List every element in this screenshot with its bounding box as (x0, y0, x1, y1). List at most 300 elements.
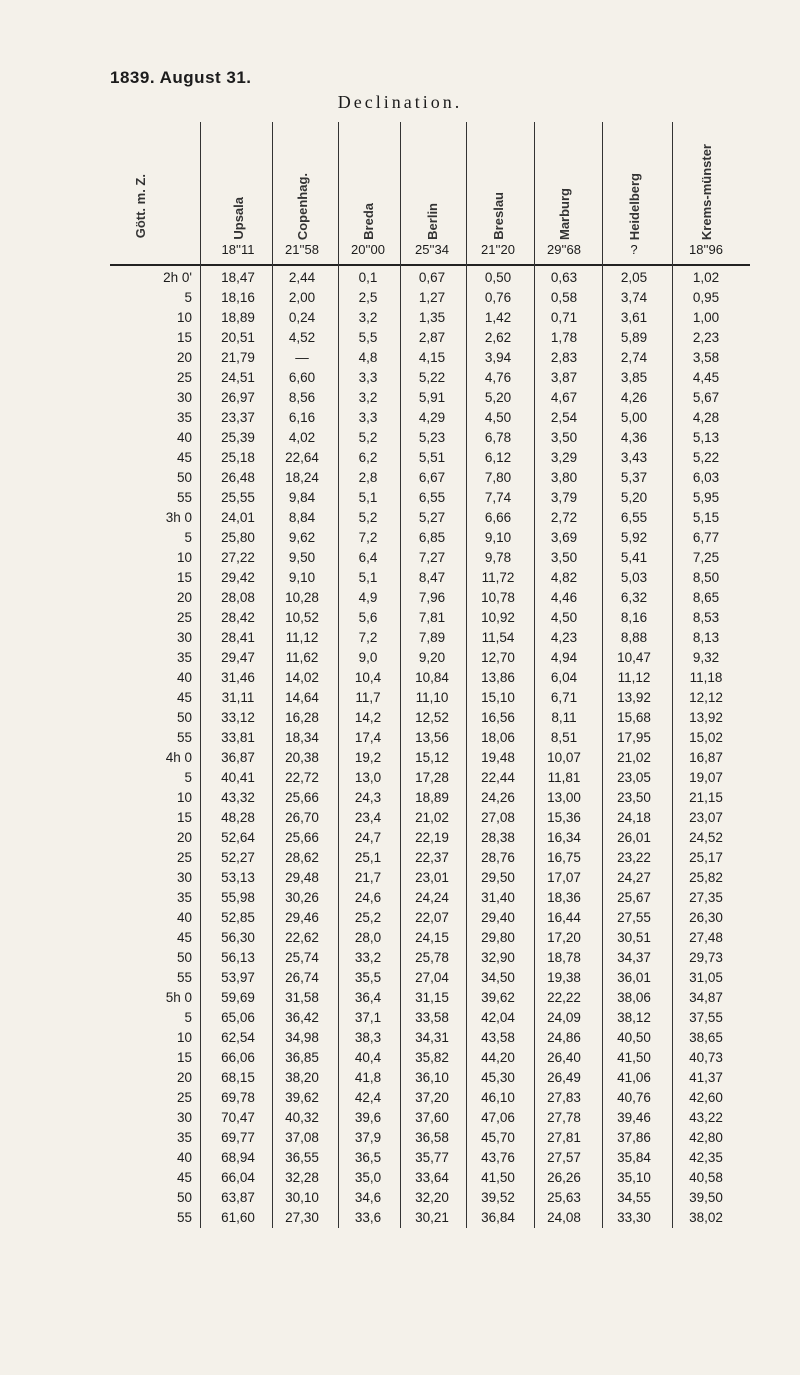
value-cell: 13,92 (617, 690, 651, 705)
column-header-label: Gött. m. Z. (132, 173, 148, 238)
value-cell: 41,06 (617, 1070, 651, 1085)
value-cell: 33,64 (415, 1170, 449, 1185)
value-cell: 5,13 (692, 430, 720, 445)
value-cell: 4,15 (418, 350, 446, 365)
value-cell: 25,39 (221, 430, 255, 445)
column-header-label: Berlin (424, 203, 440, 240)
value-cell: 41,50 (617, 1050, 651, 1065)
time-cell: 40 (176, 670, 192, 685)
value-cell: 26,70 (285, 810, 319, 825)
value-cell: 0,76 (484, 290, 512, 305)
value-cell: 4,02 (288, 430, 316, 445)
value-cell: 42,4 (354, 1090, 382, 1105)
value-cell: 31,05 (689, 970, 723, 985)
value-cell: 1,42 (484, 310, 512, 325)
column-header (110, 118, 170, 238)
value-cell: 2,87 (418, 330, 446, 345)
value-cell: 3,74 (620, 290, 648, 305)
value-cell: 1,35 (418, 310, 446, 325)
value-cell: 69,78 (221, 1090, 255, 1105)
header-rule (110, 264, 750, 266)
value-cell: 22,22 (547, 990, 581, 1005)
value-cell: 37,86 (617, 1130, 651, 1145)
value-cell: 40,32 (285, 1110, 319, 1125)
table-row (0, 888, 800, 908)
value-cell: 4,28 (692, 410, 720, 425)
table-row (0, 668, 800, 688)
table-row (0, 288, 800, 308)
value-cell: 0,58 (550, 290, 578, 305)
table-row (0, 1188, 800, 1208)
value-cell: 3,2 (358, 390, 378, 405)
value-cell: 4,46 (550, 590, 578, 605)
table-row (0, 1128, 800, 1148)
value-cell: 42,04 (481, 1010, 515, 1025)
value-cell: 28,0 (354, 930, 382, 945)
value-cell: 29,50 (481, 870, 515, 885)
value-cell: 4,9 (358, 590, 378, 605)
column-header-label: Krems-münster (698, 143, 714, 240)
value-cell: 6,71 (550, 690, 578, 705)
time-cell: 3h 0 (165, 510, 192, 525)
value-cell: 40,4 (354, 1050, 382, 1065)
value-cell: 5,5 (358, 330, 378, 345)
value-cell: 10,84 (415, 670, 449, 685)
value-cell: 24,86 (547, 1030, 581, 1045)
value-cell: 36,42 (285, 1010, 319, 1025)
value-cell: 39,62 (481, 990, 515, 1005)
value-cell: 38,02 (689, 1210, 723, 1225)
value-cell: 11,62 (285, 650, 319, 665)
table-row (0, 608, 800, 628)
value-cell: 4,76 (484, 370, 512, 385)
value-cell: 39,6 (354, 1110, 382, 1125)
value-cell: 40,76 (617, 1090, 651, 1105)
time-cell: 10 (176, 310, 192, 325)
value-cell: 34,6 (354, 1190, 382, 1205)
value-cell: 39,46 (617, 1110, 651, 1125)
value-cell: 25,63 (547, 1190, 581, 1205)
value-cell: 37,9 (354, 1130, 382, 1145)
value-cell: 37,20 (415, 1090, 449, 1105)
value-cell: 6,4 (358, 550, 378, 565)
value-cell: 29,73 (689, 950, 723, 965)
value-cell: 9,84 (288, 490, 316, 505)
value-cell: 7,80 (484, 470, 512, 485)
value-cell: 65,06 (221, 1010, 255, 1025)
time-cell: 25 (176, 1090, 192, 1105)
value-cell: 36,58 (415, 1130, 449, 1145)
value-cell: 10,78 (481, 590, 515, 605)
value-cell: 22,37 (415, 850, 449, 865)
value-cell: 2,74 (620, 350, 648, 365)
value-cell: 25,66 (285, 790, 319, 805)
column-header (599, 120, 669, 240)
value-cell: 52,64 (221, 830, 255, 845)
value-cell: 8,51 (550, 730, 578, 745)
value-cell: 3,85 (620, 370, 648, 385)
value-cell: 22,44 (481, 770, 515, 785)
table-row (0, 548, 800, 568)
value-cell: 23,05 (617, 770, 651, 785)
value-cell: 52,27 (221, 850, 255, 865)
value-cell: 4,23 (550, 630, 578, 645)
value-cell: 6,12 (484, 450, 512, 465)
value-cell: 5,20 (620, 490, 648, 505)
value-cell: 27,78 (547, 1110, 581, 1125)
value-cell: 38,65 (689, 1030, 723, 1045)
value-cell: 5,41 (620, 550, 648, 565)
value-cell: 10,92 (481, 610, 515, 625)
value-cell: 24,08 (547, 1210, 581, 1225)
value-cell: 36,55 (285, 1150, 319, 1165)
value-cell: 27,04 (415, 970, 449, 985)
table-row (0, 848, 800, 868)
value-cell: 23,50 (617, 790, 651, 805)
value-cell: 36,87 (221, 750, 255, 765)
value-cell: 8,65 (692, 590, 720, 605)
value-cell: 3,69 (550, 530, 578, 545)
value-cell: 22,64 (285, 450, 319, 465)
value-cell: 27,81 (547, 1130, 581, 1145)
value-cell: 7,2 (358, 630, 378, 645)
table-row (0, 528, 800, 548)
value-cell: 17,95 (617, 730, 651, 745)
time-cell: 15 (176, 810, 192, 825)
value-cell: 16,34 (547, 830, 581, 845)
value-cell: 5,22 (692, 450, 720, 465)
table-row (0, 348, 800, 368)
value-cell: 25,18 (221, 450, 255, 465)
value-cell: 21,79 (221, 350, 255, 365)
value-cell: 8,50 (692, 570, 720, 585)
value-cell: 35,77 (415, 1150, 449, 1165)
table-row (0, 448, 800, 468)
value-cell: 17,07 (547, 870, 581, 885)
value-cell: 5,23 (418, 430, 446, 445)
table-row (0, 508, 800, 528)
value-cell: 28,41 (221, 630, 255, 645)
value-cell: 27,55 (617, 910, 651, 925)
table-row (0, 468, 800, 488)
value-cell: 6,78 (484, 430, 512, 445)
value-cell: 27,35 (689, 890, 723, 905)
value-cell: 68,94 (221, 1150, 255, 1165)
time-cell: 40 (176, 430, 192, 445)
value-cell: 42,35 (689, 1150, 723, 1165)
table-row (0, 1048, 800, 1068)
value-cell: 0,1 (358, 270, 378, 285)
table-row (0, 768, 800, 788)
value-cell: 11,72 (481, 570, 515, 585)
table-row (0, 868, 800, 888)
value-cell: 18,89 (221, 310, 255, 325)
value-cell: 34,98 (285, 1030, 319, 1045)
value-cell: 30,51 (617, 930, 651, 945)
time-cell: 45 (176, 690, 192, 705)
time-cell: 10 (176, 790, 192, 805)
value-cell: 18,78 (547, 950, 581, 965)
time-cell: 55 (176, 1210, 192, 1225)
value-cell: 5,92 (620, 530, 648, 545)
time-cell: 25 (176, 850, 192, 865)
value-cell: 29,48 (285, 870, 319, 885)
value-cell: 0,95 (692, 290, 720, 305)
value-cell: 29,47 (221, 650, 255, 665)
table-row (0, 928, 800, 948)
value-cell: 6,55 (418, 490, 446, 505)
value-cell: 21,02 (415, 810, 449, 825)
value-cell: 24,51 (221, 370, 255, 385)
value-cell: 13,00 (547, 790, 581, 805)
table-row (0, 388, 800, 408)
value-cell: 9,50 (288, 550, 316, 565)
value-cell: 32,28 (285, 1170, 319, 1185)
value-cell: 34,37 (617, 950, 651, 965)
value-cell: 12,70 (481, 650, 515, 665)
value-cell: 32,90 (481, 950, 515, 965)
value-cell: 2,83 (550, 350, 578, 365)
value-cell: 2,23 (692, 330, 720, 345)
value-cell: 8,84 (288, 510, 316, 525)
value-cell: 28,42 (221, 610, 255, 625)
column-header (533, 120, 595, 240)
value-cell: 4,36 (620, 430, 648, 445)
value-cell: 10,52 (285, 610, 319, 625)
time-cell: 55 (176, 970, 192, 985)
value-cell: 5,67 (692, 390, 720, 405)
value-cell: 33,30 (617, 1210, 651, 1225)
time-cell: 50 (176, 1190, 192, 1205)
value-cell: 17,28 (415, 770, 449, 785)
time-cell: 50 (176, 710, 192, 725)
value-cell: 56,30 (221, 930, 255, 945)
time-cell: 5 (184, 290, 192, 305)
value-cell: 11,10 (415, 690, 449, 705)
time-cell: 20 (176, 1070, 192, 1085)
time-cell: 35 (176, 410, 192, 425)
value-cell: 24,15 (415, 930, 449, 945)
value-cell: 66,06 (221, 1050, 255, 1065)
table-row (0, 488, 800, 508)
value-cell: 25,17 (689, 850, 723, 865)
value-cell: 33,12 (221, 710, 255, 725)
value-cell: 34,31 (415, 1030, 449, 1045)
table-row (0, 1068, 800, 1088)
value-cell: 56,13 (221, 950, 255, 965)
column-header-label: Copenhag. (294, 172, 310, 240)
value-cell: 11,18 (689, 670, 723, 685)
column-subheader: ? (630, 242, 638, 257)
column-header-label: Breda (360, 203, 376, 240)
value-cell: 25,82 (689, 870, 723, 885)
value-cell: 36,85 (285, 1050, 319, 1065)
value-cell: 38,20 (285, 1070, 319, 1085)
value-cell: 66,04 (221, 1170, 255, 1185)
value-cell: 62,54 (221, 1030, 255, 1045)
table-row (0, 708, 800, 728)
value-cell: 12,12 (689, 690, 723, 705)
value-cell: 47,06 (481, 1110, 515, 1125)
value-cell: 6,32 (620, 590, 648, 605)
value-cell: 21,7 (354, 870, 382, 885)
value-cell: 59,69 (221, 990, 255, 1005)
time-cell: 45 (176, 1170, 192, 1185)
value-cell: 24,3 (354, 790, 382, 805)
value-cell: 23,22 (617, 850, 651, 865)
value-cell: 26,01 (617, 830, 651, 845)
value-cell: 5,2 (358, 430, 378, 445)
value-cell: 55,98 (221, 890, 255, 905)
value-cell: 9,20 (418, 650, 446, 665)
value-cell: 9,0 (358, 650, 378, 665)
value-cell: 5,2 (358, 510, 378, 525)
value-cell: 25,66 (285, 830, 319, 845)
column-subheader: 18''11 (221, 242, 255, 257)
value-cell: 16,87 (689, 750, 723, 765)
table-title: Declination. (337, 92, 463, 112)
value-cell: 31,46 (221, 670, 255, 685)
value-cell: 5,22 (418, 370, 446, 385)
table-row (0, 328, 800, 348)
value-cell: 18,47 (221, 270, 255, 285)
value-cell: 2,54 (550, 410, 578, 425)
value-cell: 4,52 (288, 330, 316, 345)
value-cell: 37,55 (689, 1010, 723, 1025)
value-cell: 13,92 (689, 710, 723, 725)
value-cell: 15,12 (415, 750, 449, 765)
value-cell: 1,27 (418, 290, 446, 305)
value-cell: 5,1 (358, 570, 378, 585)
table-row (0, 1088, 800, 1108)
table-row (0, 268, 800, 288)
value-cell: 19,38 (547, 970, 581, 985)
value-cell: 45,30 (481, 1070, 515, 1085)
time-cell: 45 (176, 930, 192, 945)
time-cell: 35 (176, 650, 192, 665)
value-cell: 30,26 (285, 890, 319, 905)
value-cell: 31,15 (415, 990, 449, 1005)
value-cell: 2,5 (358, 290, 378, 305)
column-header-label: Upsala (230, 197, 246, 240)
value-cell: 3,87 (550, 370, 578, 385)
table-row (0, 1208, 800, 1228)
value-cell: 27,30 (285, 1210, 319, 1225)
value-cell: 26,48 (221, 470, 255, 485)
value-cell: 53,13 (221, 870, 255, 885)
table-row (0, 408, 800, 428)
value-cell: 23,01 (415, 870, 449, 885)
value-cell: 36,01 (617, 970, 651, 985)
value-cell: 24,18 (617, 810, 651, 825)
value-cell: 5,6 (358, 610, 378, 625)
table-row (0, 748, 800, 768)
time-cell: 35 (176, 890, 192, 905)
value-cell: 3,3 (358, 370, 378, 385)
value-cell: 24,09 (547, 1010, 581, 1025)
value-cell: 4,26 (620, 390, 648, 405)
value-cell: 8,56 (288, 390, 316, 405)
value-cell: 0,50 (484, 270, 512, 285)
table-row (0, 1008, 800, 1028)
value-cell: 3,94 (484, 350, 512, 365)
table-row (0, 1108, 800, 1128)
value-cell: 32,20 (415, 1190, 449, 1205)
value-cell: 4,50 (550, 610, 578, 625)
column-subheader (110, 242, 170, 264)
value-cell: 19,07 (689, 770, 723, 785)
time-cell: 30 (176, 630, 192, 645)
value-cell: 25,78 (415, 950, 449, 965)
value-cell: 16,44 (547, 910, 581, 925)
value-cell: 4,8 (358, 350, 378, 365)
column-subheader: 25''34 (415, 242, 449, 257)
time-cell: 25 (176, 370, 192, 385)
table-row (0, 728, 800, 748)
value-cell: 33,6 (354, 1210, 382, 1225)
value-cell: 5,20 (484, 390, 512, 405)
value-cell: 43,22 (689, 1110, 723, 1125)
table-row (0, 688, 800, 708)
value-cell: 15,10 (481, 690, 515, 705)
time-cell: 20 (176, 830, 192, 845)
value-cell: 25,67 (617, 890, 651, 905)
value-cell: 37,60 (415, 1110, 449, 1125)
value-cell: 9,62 (288, 530, 316, 545)
value-cell: 69,77 (221, 1130, 255, 1145)
time-cell: 15 (176, 570, 192, 585)
column-header-label: Heidelberg (626, 172, 642, 240)
value-cell: 6,55 (620, 510, 648, 525)
value-cell: 29,42 (221, 570, 255, 585)
value-cell: 43,76 (481, 1150, 515, 1165)
table-row (0, 568, 800, 588)
value-cell: 27,08 (481, 810, 515, 825)
value-cell: 5,95 (692, 490, 720, 505)
column-header-label: Marburg (556, 188, 572, 240)
value-cell: 4,82 (550, 570, 578, 585)
value-cell: 1,78 (550, 330, 578, 345)
value-cell: 39,50 (689, 1190, 723, 1205)
value-cell: 7,89 (418, 630, 446, 645)
value-cell: 11,12 (285, 630, 319, 645)
value-cell: 21,02 (617, 750, 651, 765)
value-cell: 13,86 (481, 670, 515, 685)
value-cell: 27,22 (221, 550, 255, 565)
value-cell: 19,48 (481, 750, 515, 765)
time-cell: 4h 0 (165, 750, 192, 765)
value-cell: 3,50 (550, 430, 578, 445)
value-cell: 35,5 (354, 970, 382, 985)
value-cell: 36,10 (415, 1070, 449, 1085)
column-header (401, 120, 463, 240)
table-row (0, 648, 800, 668)
value-cell: 28,76 (481, 850, 515, 865)
value-cell: 35,82 (415, 1050, 449, 1065)
value-cell: 29,40 (481, 910, 515, 925)
table-row (0, 968, 800, 988)
value-cell: 36,4 (354, 990, 382, 1005)
value-cell: 22,07 (415, 910, 449, 925)
value-cell: 8,16 (620, 610, 648, 625)
value-cell: 42,80 (689, 1130, 723, 1145)
table-row (0, 1148, 800, 1168)
value-cell: 0,24 (288, 310, 316, 325)
value-cell: 24,7 (354, 830, 382, 845)
value-cell: 2,62 (484, 330, 512, 345)
value-cell: 2,00 (288, 290, 316, 305)
value-cell: 24,27 (617, 870, 651, 885)
